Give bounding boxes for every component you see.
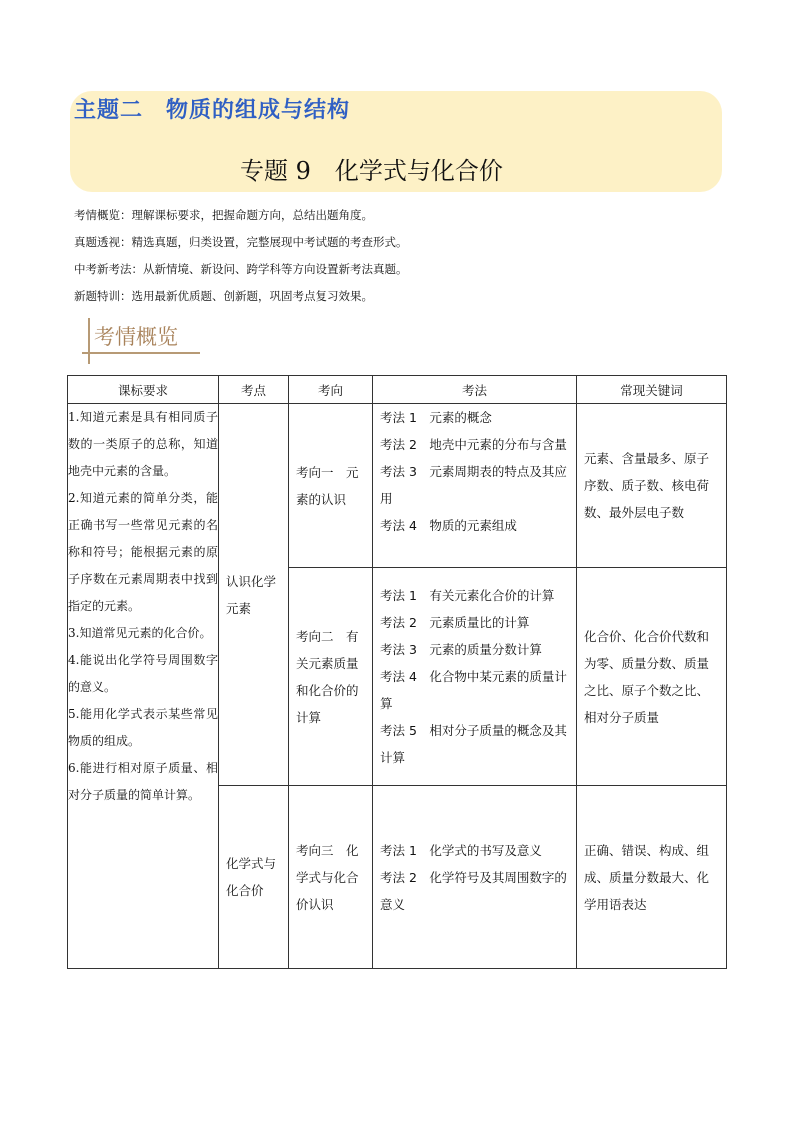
method-item: 考法 3 元素的质量分数计算 <box>380 642 542 657</box>
method-item: 考法 1 有关元素化合价的计算 <box>380 588 555 603</box>
keywords-cell: 正确、错误、构成、组成、质量分数最大、化学用语表达 <box>577 786 727 969</box>
requirement-item: 6.能进行相对原子质量、相对分子质量的简单计算。 <box>68 761 218 802</box>
requirement-item: 3.知道常见元素的化合价。 <box>68 626 212 640</box>
requirement-item: 1.知道元素是具有相同质子数的一类原子的总称，知道地壳中元素的含量。 <box>68 410 218 478</box>
method-item: 考法 1 元素的概念 <box>380 410 492 425</box>
method-item: 考法 2 元素质量比的计算 <box>380 615 530 630</box>
keywords-cell: 元素、含量最多、原子序数、质子数、核电荷数、最外层电子数 <box>577 404 727 568</box>
requirement-item: 4.能说出化学符号周围数字的意义。 <box>68 653 218 694</box>
intro-line: 中考新考法：从新情境、新设问、跨学科等方向设置新考法真题。 <box>74 262 408 276</box>
point-cell: 认识化学元素 <box>219 404 289 786</box>
header-point: 考点 <box>219 376 289 404</box>
point-cell: 化学式与化合价 <box>219 786 289 969</box>
table-row <box>68 404 727 568</box>
direction-cell: 考向三 化学式与化合价认识 <box>289 786 373 969</box>
method-item: 考法 3 元素周期表的特点及其应用 <box>380 464 567 506</box>
direction-cell: 考向一 元素的认识 <box>289 404 373 568</box>
method-item: 考法 4 物质的元素组成 <box>380 518 517 533</box>
method-cell <box>373 404 577 568</box>
method-cell <box>373 568 577 786</box>
method-cell <box>373 786 577 969</box>
requirement-item: 5.能用化学式表示某些常见物质的组成。 <box>68 707 218 748</box>
direction-cell: 考向二 有关元素质量和化合价的计算 <box>289 568 373 786</box>
intro-line: 真题透视：精选真题，归类设置，完整展现中考试题的考查形式。 <box>74 235 408 249</box>
method-item: 考法 2 地壳中元素的分布与含量 <box>380 437 567 452</box>
section-heading <box>74 318 204 364</box>
exam-overview-table <box>67 375 727 969</box>
method-item: 考法 2 化学符号及其周围数字的意义 <box>380 869 567 912</box>
method-item: 考法 1 化学式的书写及意义 <box>380 842 542 858</box>
section-title: 考情概览 <box>94 325 178 349</box>
topic-title: 专题 9 化学式与化合价 <box>240 157 503 185</box>
requirement-item: 2.知道元素的简单分类，能正确书写一些常见元素的名称和符号；能根据元素的原子序数在元素周期表中找到指定的元素。 <box>68 491 218 613</box>
keywords-cell: 化合价、化合价代数和为零、质量分数、质量之比、原子个数之比、相对分子质量 <box>577 568 727 786</box>
header-requirement: 课标要求 <box>68 376 219 404</box>
intro-line: 新题特训：选用最新优质题、创新题，巩固考点复习效果。 <box>74 289 373 303</box>
table-header-row <box>68 376 727 404</box>
method-item: 考法 5 相对分子质量的概念及其计算 <box>380 723 567 765</box>
header-direction: 考向 <box>289 376 373 404</box>
method-item: 考法 4 化合物中某元素的质量计算 <box>380 669 567 711</box>
theme-title: 主题二 物质的组成与结构 <box>74 98 351 123</box>
heading-underline <box>82 352 200 354</box>
requirements-cell <box>68 404 219 969</box>
heading-bar <box>88 318 90 364</box>
intro-line: 考情概览：理解课标要求，把握命题方向，总结出题角度。 <box>74 208 373 222</box>
header-keywords: 常现关键词 <box>577 376 727 404</box>
header-method: 考法 <box>373 376 577 404</box>
